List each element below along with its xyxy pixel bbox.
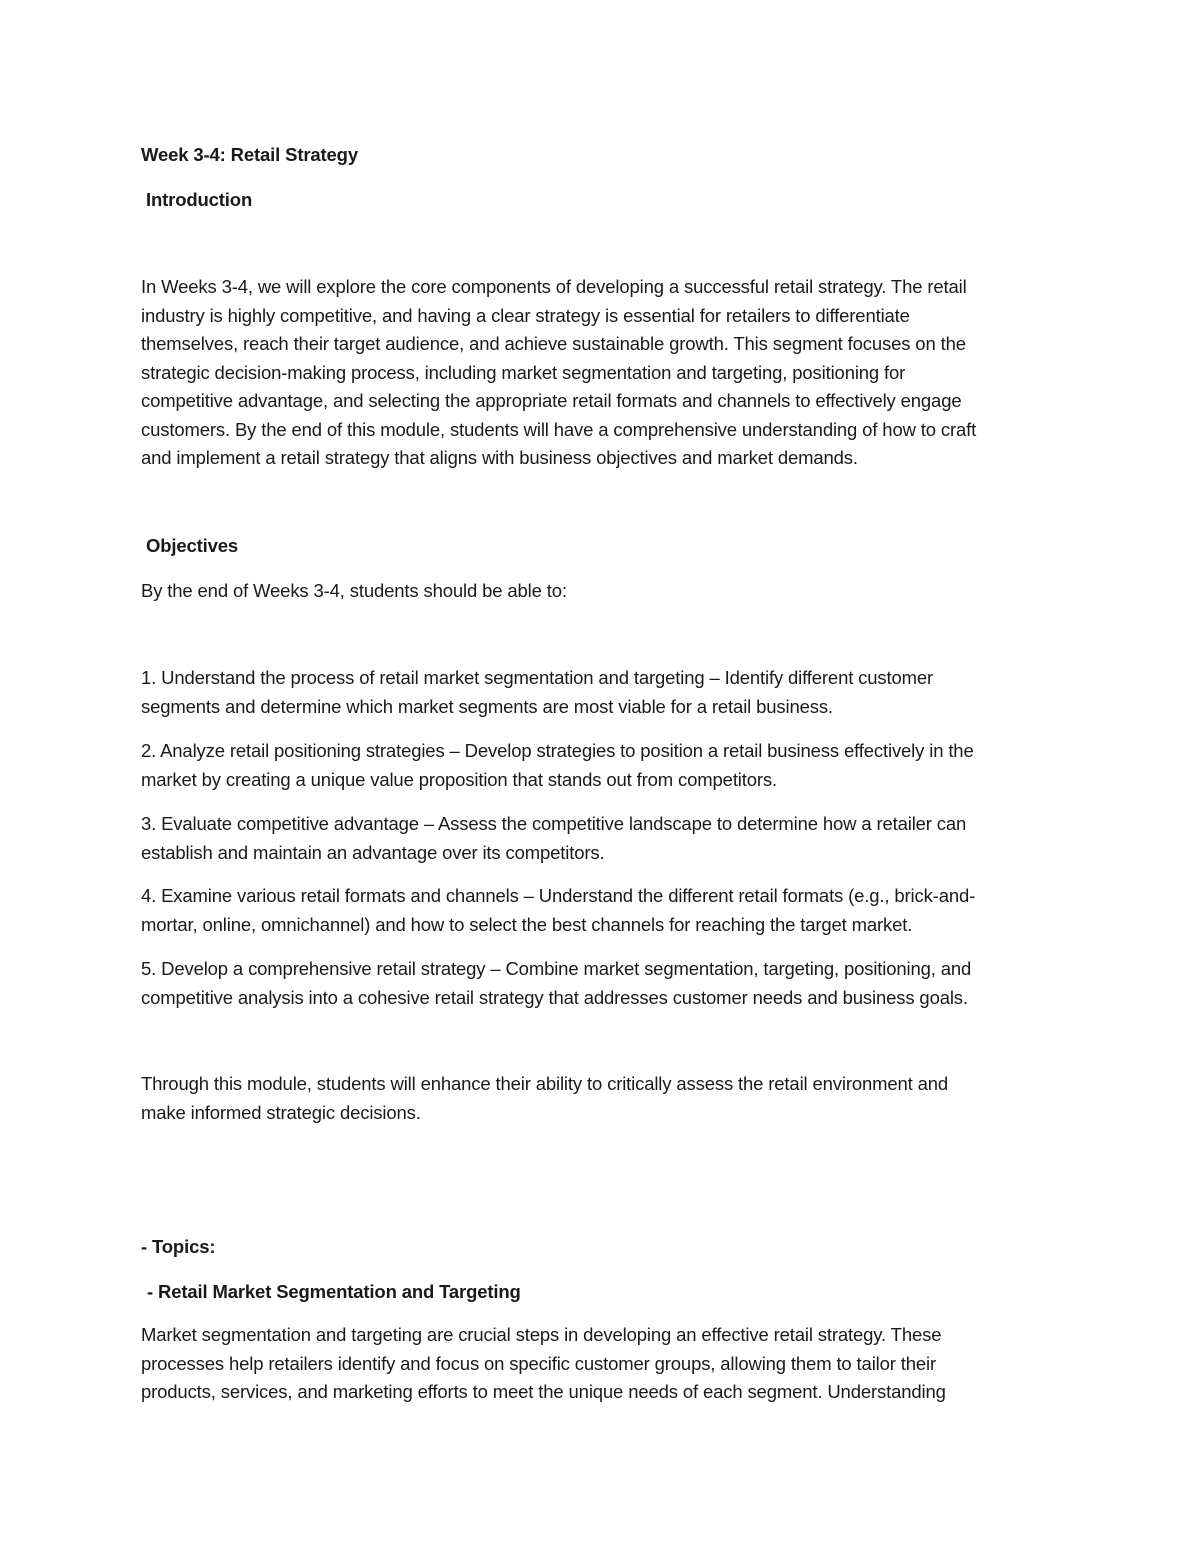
closing-paragraph-line: Through this module, students will enhance their ability to critically assess the retail environment and xyxy=(141,1073,949,1094)
introduction-paragraph-line: In Weeks 3-4, we will explore the core components of developing a successful retail strategy. The retail xyxy=(141,276,967,297)
introduction-paragraph-line: competitive advantage, and selecting the appropriate retail formats and channels to effectively engage xyxy=(141,390,962,411)
objective-item-3-line-1: 3. Evaluate competitive advantage – Assess the competitive landscape to determine how a retailer can xyxy=(141,813,967,834)
introduction-paragraph-line: themselves, reach their target audience, and achieve sustainable growth. This segment focuses on the xyxy=(141,333,966,354)
objective-item-2-line-2: market by creating a unique value proposition that stands out from competitors. xyxy=(141,768,777,790)
objective-item-2-line-1: 2. Analyze retail positioning strategies – Develop strategies to position a retail business effectively in the xyxy=(141,740,974,761)
topics-heading: - Topics: xyxy=(141,1236,216,1257)
subtopic-paragraph-line: processes help retailers identify and focus on specific customer groups, allowing them to tailor their xyxy=(141,1352,936,1374)
introduction-paragraph-line: customers. By the end of this module, students will have a comprehensive understanding of how to craft xyxy=(141,418,977,440)
closing-paragraph-line: make informed strategic decisions. xyxy=(141,1101,421,1123)
introduction-paragraph-line: strategic decision-making process, including market segmentation and targeting, positioning for xyxy=(141,361,906,383)
objective-item-4-line-2: mortar, online, omnichannel) and how to select the best channels for reaching the target market. xyxy=(141,913,913,935)
objective-item-5-line-2: competitive analysis into a cohesive retail strategy that addresses customer needs and business goals. xyxy=(141,986,968,1008)
objective-item-1-line-2: segments and determine which market segments are most viable for a retail business. xyxy=(141,695,833,717)
objective-item-5-line-1: 5. Develop a comprehensive retail strategy – Combine market segmentation, targeting, positioning, and xyxy=(141,958,972,979)
subtopic-paragraph-line: Market segmentation and targeting are crucial steps in developing an effective retail strategy. These xyxy=(141,1324,942,1345)
objective-item-3-line-2: establish and maintain an advantage over its competitors. xyxy=(141,841,605,863)
objectives-heading: Objectives xyxy=(146,535,239,556)
document-title: Week 3-4: Retail Strategy xyxy=(141,144,358,165)
introduction-paragraph-line: and implement a retail strategy that aligns with business objectives and market demands. xyxy=(141,447,858,468)
objective-item-4-line-1: 4. Examine various retail formats and channels – Understand the different retail formats (e.g., brick-and- xyxy=(141,885,976,906)
objective-item-1-line-1: 1. Understand the process of retail market segmentation and targeting – Identify different customer xyxy=(141,667,934,688)
objectives-intro: By the end of Weeks 3-4, students should be able to: xyxy=(141,580,567,601)
introduction-heading: Introduction xyxy=(146,189,253,210)
introduction-paragraph-line: industry is highly competitive, and having a clear strategy is essential for retailers to differentiate xyxy=(141,304,910,326)
subtopic-heading: - Retail Market Segmentation and Targeting xyxy=(147,1281,521,1302)
subtopic-paragraph-line: products, services, and marketing efforts to meet the unique needs of each segment. Understanding xyxy=(141,1381,946,1402)
